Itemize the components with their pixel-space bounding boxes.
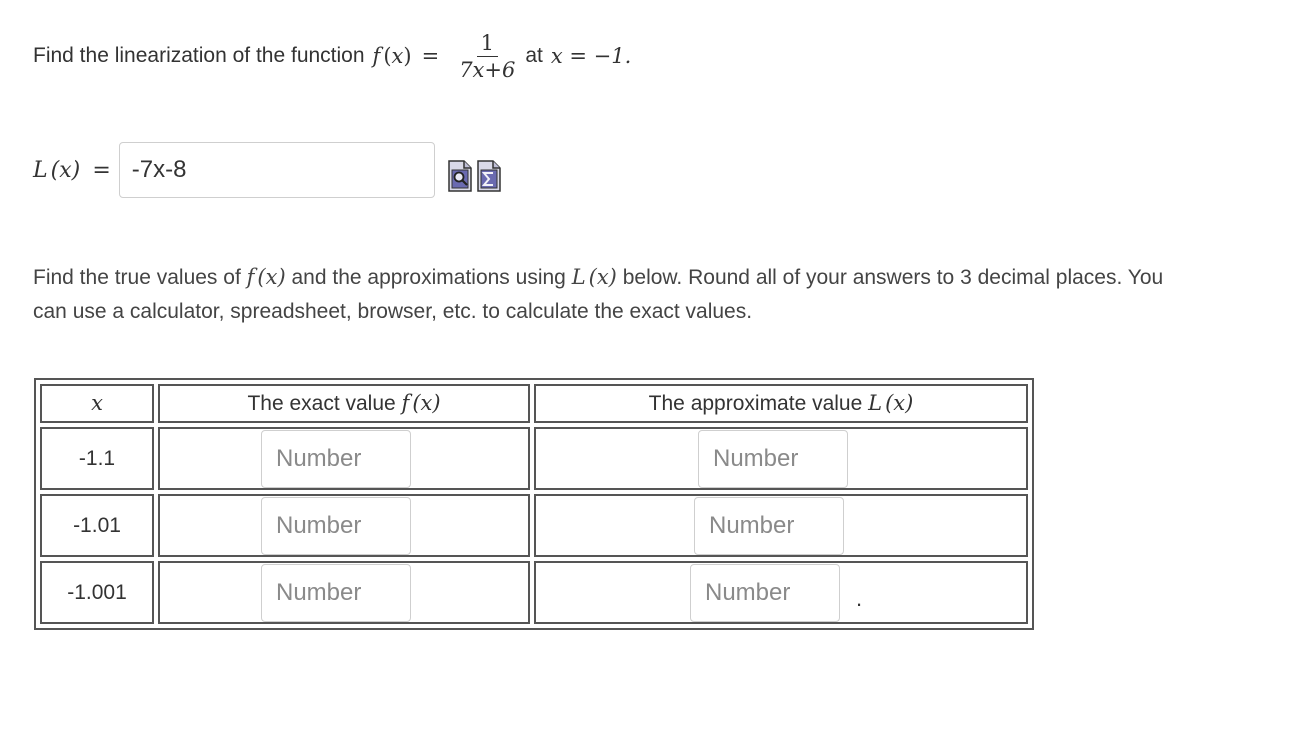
paren-open: ( <box>383 44 392 68</box>
header-x-label: x <box>91 391 103 415</box>
header-approx <box>534 384 1028 423</box>
approx-value-input[interactable] <box>698 430 848 488</box>
row-x-value: -1.1 <box>78 446 116 470</box>
question-line <box>33 28 631 84</box>
instructions-L: L <box>571 265 586 289</box>
table-row <box>40 561 1028 624</box>
approx-value-input[interactable] <box>694 497 844 555</box>
answer-tools <box>447 159 502 193</box>
approx-cell <box>534 494 1028 557</box>
table-header-row <box>40 384 1028 423</box>
at-text: at <box>525 44 543 67</box>
header-exact-arg: (x) <box>412 391 441 415</box>
approx-cell <box>534 561 1028 624</box>
function-name: f <box>372 44 381 68</box>
header-x <box>40 384 154 423</box>
instructions-part3: below. Round all of your answers to 3 decimal places. You can use a calculator, spreadsheet, browser, etc. to calculate the exact values. <box>33 266 1164 323</box>
exact-value-input[interactable] <box>261 497 411 555</box>
instructions-f: f <box>246 265 255 289</box>
preview-icon[interactable] <box>447 159 473 193</box>
fraction-numerator: 1 <box>477 31 498 57</box>
function-fraction <box>455 31 519 82</box>
header-exact-fn: f <box>401 391 410 415</box>
exact-cell <box>158 494 530 557</box>
function-variable: x <box>391 44 404 68</box>
values-table <box>34 378 1034 630</box>
table-row <box>40 494 1028 557</box>
linearization-label-fn: L <box>33 158 48 183</box>
header-exact <box>158 384 530 423</box>
row-x-cell <box>40 561 154 624</box>
exact-value-input[interactable] <box>261 430 411 488</box>
header-approx-fn: L <box>868 391 883 415</box>
instructions-part2: and the approximations using <box>291 266 566 289</box>
row-x-cell <box>40 494 154 557</box>
exact-value-input[interactable] <box>261 564 411 622</box>
instructions-part1: Find the true values of <box>33 266 241 289</box>
row-x-value: -1.01 <box>73 513 121 537</box>
exact-cell <box>158 427 530 490</box>
header-exact-label: The exact value <box>247 392 396 415</box>
approx-cell <box>534 427 1028 490</box>
row-x-cell <box>40 427 154 490</box>
linearization-equals: = <box>92 158 111 183</box>
approx-input-wrap <box>690 564 863 622</box>
exact-cell <box>158 561 530 624</box>
fraction-denominator: 7x+6 <box>459 57 516 82</box>
linearization-label <box>33 157 115 183</box>
equals-sign: = <box>421 44 440 68</box>
row-x-value: -1.001 <box>67 580 127 604</box>
header-approx-label: The approximate value <box>648 392 863 415</box>
paren-close: ) <box>403 44 412 68</box>
question-prefix: Find the linearization of the function <box>33 44 365 67</box>
linearization-row <box>33 142 502 198</box>
linearization-input[interactable] <box>119 142 435 198</box>
instructions-farg: (x) <box>257 265 286 289</box>
trailing-period: . <box>856 585 863 611</box>
evaluation-point: x = −1. <box>550 44 632 68</box>
equation-editor-icon[interactable] <box>476 159 502 193</box>
linearization-label-arg: (x) <box>50 158 81 183</box>
table-row <box>40 427 1028 490</box>
instructions-Larg: (x) <box>588 265 617 289</box>
approx-value-input[interactable] <box>690 564 840 622</box>
header-approx-arg: (x) <box>885 391 914 415</box>
instructions-text <box>33 260 1183 329</box>
